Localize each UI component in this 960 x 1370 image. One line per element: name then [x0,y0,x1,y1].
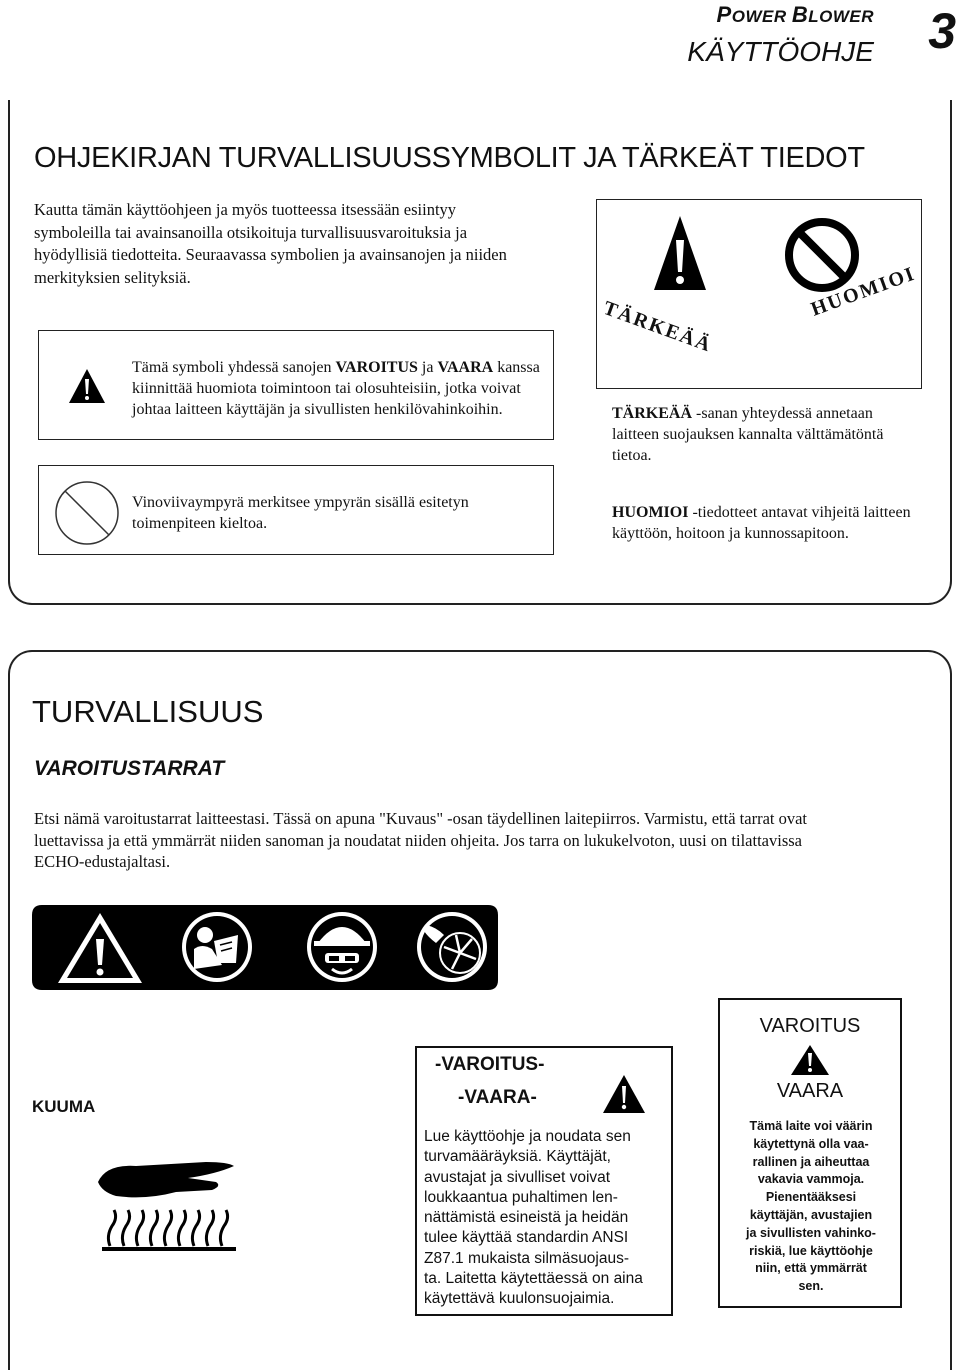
keyword-vaara: VAARA [437,359,494,376]
danger-decal-subtitle: VAARA [776,1080,844,1102]
fan-hand-hazard-icon [417,912,487,982]
text-run: -sanan yhteydessä annetaan [692,405,873,422]
warning-labels-subheading: VAROITUSTARRAT [34,757,225,780]
read-manual-icon [182,912,252,982]
decal-line: Lue käyttöohje ja noudata sen [424,1128,631,1145]
prohibition-line: toimenpiteen kieltoa. [132,515,268,532]
text-run: kanssa [493,359,540,376]
safety-heading: TURVALLISUUS [32,694,264,729]
decal-line: nättämistä esineistä ja heidän [424,1209,629,1227]
title-part: OWER [731,7,792,26]
title-initial: P [716,2,732,27]
symbols-heading: OHJEKIRJAN TURVALLISUUSSYMBOLIT JA TÄRKEÄT TIEDOT [34,142,865,174]
hot-label-title: KUUMA [32,1097,96,1116]
warning-decal-body [424,1127,668,1310]
product-title [717,2,874,28]
tarkeaa-label: TÄRKEÄÄ [600,297,716,357]
decal-line: niin, että ymmärrät [755,1261,867,1276]
decal-line: turvamääräyksiä. Käyttäjät, [424,1148,611,1166]
manual-subtitle: KÄYTTÖOHJE [687,36,874,67]
prohibition-line: Vinoviivaympyrä merkitsee ympyrän sisällä esitetyn [132,494,469,511]
intro-line: Kautta tämän käyttöohjeen ja myös tuotteessa itsessään esiintyy [34,200,457,219]
warning-triangle-icon [790,1044,830,1076]
keyword-huomioi: HUOMIOI [612,504,689,521]
huomioi-description [612,502,942,544]
warning-explanation-line: kiinnittää huomiota toimintoon tai olosuhteisiin, jotka voivat [132,380,521,397]
huomioi-desc-line: käyttöön, hoitoon ja kunnossapitoon. [612,525,849,542]
intro-line: merkityksien selityksiä. [34,267,191,287]
title-part: LOWER [808,7,874,26]
intro-line: hyödyllisiä tiedotteita. Seuraavassa symbolien ja avainsanojen ja niiden [34,245,507,264]
warning-triangle-icon [602,1074,646,1114]
paragraph-line: ECHO-edustajaltasi. [34,852,171,871]
decal-line: riskiä, lue käyttöohje [749,1243,873,1258]
decal-line: avustajat ja sivulliset voivat [424,1168,611,1186]
danger-decal-title: VAROITUS [759,1015,861,1037]
prohibition-icon [783,216,861,294]
tarkeaa-desc-line: tietoa. [612,447,652,464]
hot-surface-hand-icon [96,1152,242,1252]
decal-line: käytettävä kuulonsuojaimia. [424,1290,615,1308]
keyword-tarkeaa: TÄRKEÄÄ [612,405,693,422]
decal-line: käytettynä olla vaa- [753,1136,869,1151]
text-run: Tämä symboli yhdessä sanojen [132,359,336,376]
warning-decal-title: -VAROITUS- [435,1054,545,1075]
prohibition-explanation-text [132,492,552,534]
decal-line: rallinen ja aiheuttaa [752,1154,870,1169]
decal-line: tulee käyttää standardin ANSI [424,1229,629,1247]
decal-line: ta. Laitetta käytettäessä on aina [424,1270,643,1288]
warning-decal-subtitle: -VAARA- [458,1087,537,1108]
decal-line: Z87.1 mukaista silmäsuojaus- [424,1249,630,1267]
warning-explanation-line [132,357,552,378]
warning-labels-paragraph [34,808,914,873]
decal-line: sen. [798,1279,824,1294]
decal-line: loukkaantua puhaltimen len- [424,1188,618,1206]
tarkeaa-description [612,403,932,466]
decal-line: käyttäjän, avustajien [749,1207,873,1222]
title-initial: B [791,2,809,27]
symbols-intro [34,199,554,289]
huomioi-desc-line [612,502,942,523]
keyword-varoitus: VAROITUS [335,359,418,376]
text-run: -tiedotteet antavat vihjeitä laitteen [688,504,911,521]
paragraph-line: luettavissa ja että ymmärrät niiden sanoman ja noudatat niiden ohjeita. Jos tarra on lukukelvoton, uusi on tilattavissa [34,830,802,850]
decal-line: Tämä laite voi väärin [749,1119,873,1133]
safety-icon-strip [32,905,498,990]
page-number: 3 [928,3,956,59]
decal-line: ja sivullisten vahinko- [746,1225,876,1240]
intro-line: symboleilla tai avainsanoilla otsikoituja turvallisuusvaroituksia ja [34,222,468,242]
huomioi-label: HUOMIOI [808,262,919,321]
warning-triangle-icon [68,368,106,404]
warning-triangle-icon [652,214,708,292]
warning-explanation-line: johtaa laitteen käyttäjän ja sivullisten henkilövahinkoihin. [132,401,503,418]
tarkeaa-desc-line: laitteen suojauksen kannalta välttämätöntä [612,426,884,443]
decal-line: Pienentääksesi [765,1190,857,1205]
text-run: ja [417,359,438,376]
prohibition-outline-icon [52,478,122,548]
helmet-protection-icon [307,912,377,982]
warning-explanation-text [132,357,552,420]
decal-line: vakavia vammoja. [757,1172,865,1187]
paragraph-line: Etsi nämä varoitustarrat laitteestasi. Tässä on apuna "Kuvaus" -osan täydellinen laitepiirros. Varmistu, että tarrat ovat [34,809,808,828]
danger-decal-body [726,1118,896,1296]
tarkeaa-desc-line [612,403,932,424]
